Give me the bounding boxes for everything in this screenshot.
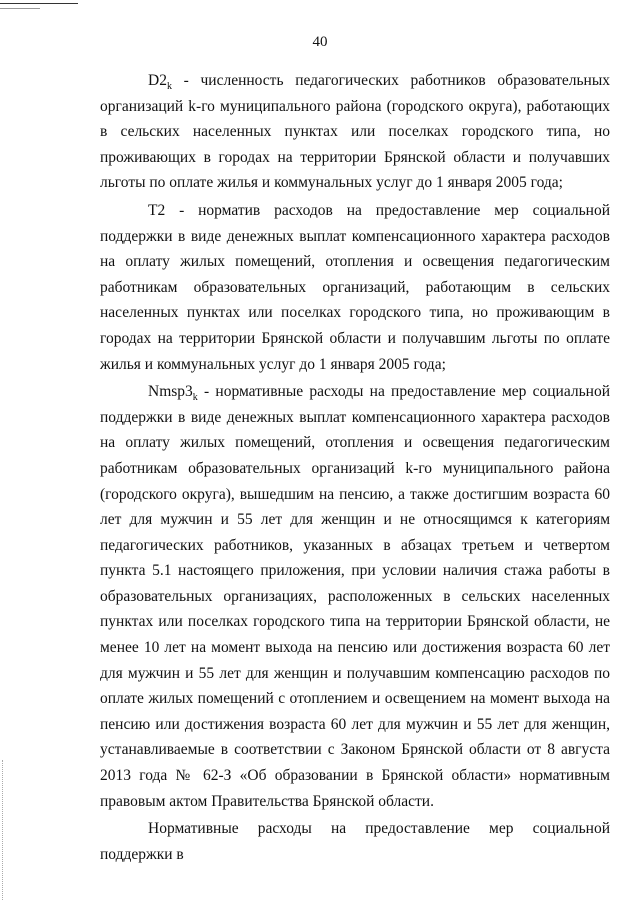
- paragraph-d2k: [100, 68, 610, 196]
- scan-edge-line: [0, 3, 78, 4]
- variable-subscript: k: [192, 392, 198, 404]
- paragraph-nmsp3k: [100, 379, 610, 814]
- variable-subscript: k: [166, 81, 172, 93]
- variable-symbol: Nmsp3: [148, 383, 193, 401]
- scan-margin-marks: [2, 760, 3, 900]
- variable-symbol: D2: [148, 72, 167, 89]
- paragraph-normative-expenses: [100, 816, 610, 867]
- scan-edge-line: [0, 8, 40, 9]
- document-body: [100, 68, 610, 867]
- paragraph-text: Т2 - норматив расходов на предоставление мер социальной поддержки в виде денежных выплат компенсационного характера расходов на оплату жилых помещений, отопления и освещения педагогическим работникам образовательных организаций, работающим в сельских населенных пунктах или поселках городского типа, но проживающим в городах на территории Брянской области и получавшим льготы по оплате жилья и коммунальных услуг до 1 января 2005 года;: [100, 201, 610, 373]
- page-number: 40: [312, 34, 328, 50]
- paragraph-text: Нормативные расходы на предоставление мер социальной поддержки в: [100, 820, 610, 863]
- paragraph-text: - нормативные расходы на предоставление мер социальной поддержки в виде денежных выплат компенсационного характера расходов на оплату жилых помещений, отопления и освещения педагогическим работникам образовательных организаций k-го муниципального района (городского округа), вышедшим на пенсию, а также достигшим возраста 60 лет для мужчин и 55 лет для женщин и не относящимся к категориям педагогических работников, указанных в абзацах третьем и четвертом пункта 5.1 настоящего приложения, при условии наличия стажа работы в образовательных организациях, расположенных в сельских населенных пунктах или поселках городского типа на территории Брянской области, не менее 10 лет на момент выхода на пенсию или достижения возраста 60 лет для мужчин и 55 лет для женщин и получавшим компенсацию расходов по оплате жилых помещений с отоплением и освещением на момент выхода на пенсию или достижения возраста 60 лет для мужчин и 55 лет для женщин, устанавливаемые в соответствии с Законом Брянской области от 8 августа 2013 года № 62-З «Об образовании в Брянской области» нормативным правовым актом Правительства Брянской области.: [100, 383, 610, 810]
- paragraph-t2: [100, 198, 610, 377]
- paragraph-text: - численность педагогических работников образовательных организаций k-го муниципального района (городского округа), работающих в сельских населенных пунктах или поселках городского типа, но проживающих в городах на территории Брянской области и получавших льготы по оплате жилья и коммунальных услуг до 1 января 2005 года;: [100, 72, 610, 192]
